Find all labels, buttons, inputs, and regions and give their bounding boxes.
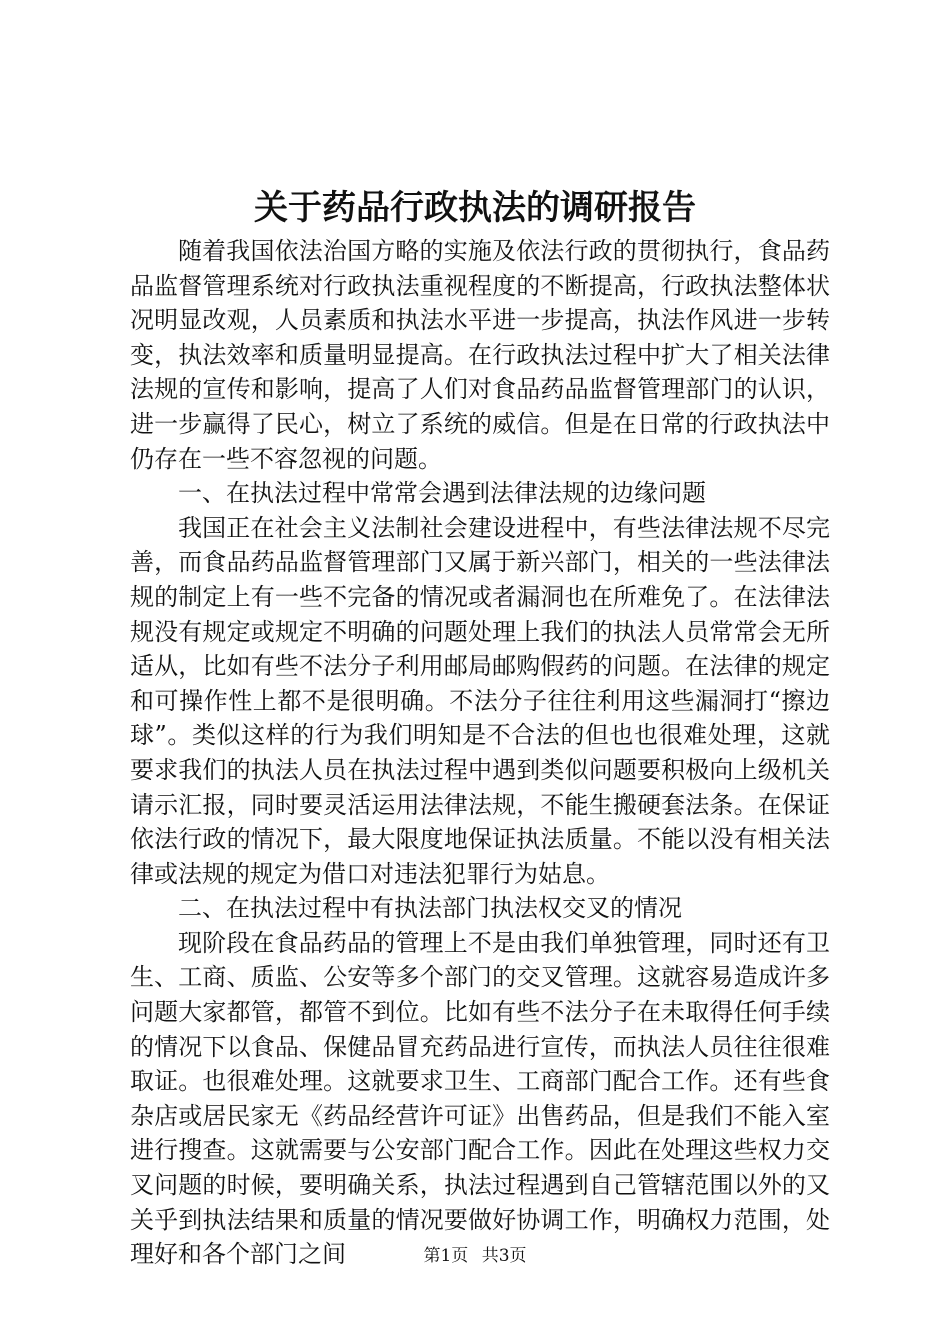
page-footer xyxy=(0,1244,950,1268)
section-1-paragraph: 我国正在社会主义法制社会建设进程中，有些法律法规不尽完善，而食品药品监督管理部门又属于新兴部门，相关的一些法律法规的制定上有一些不完备的情况或者漏洞也在所难免了。在法律法规没有规定或规定不明确的问题处理上我们的执法人员常常会无所适从，比如有些不法分子利用邮局邮购假药的问题。在法律的规定和可操作性上都不是很明确。不法分子往往利用这些漏洞打“擦边球”。类似这样的行为我们明知是不合法的但也也很难处理，这就要求我们的执法人员在执法过程中遇到类似问题要积极向上级机关请示汇报，同时要灵活运用法律法规，不能生搬硬套法条。在保证依法行政的情况下，最大限度地保证执法质量。不能以没有相关法律或法规的规定为借口对违法犯罪行为姑息。 xyxy=(130,513,830,888)
section-2-paragraph: 现阶段在食品药品的管理上不是由我们单独管理，同时还有卫生、工商、质监、公安等多个部门的交叉管理。这就容易造成许多问题大家都管，都管不到位。比如有些不法分子在未取得任何手续的情况下以食品、保健品冒充药品进行宣传，而执法人员往往很难取证。也很难处理。这就要求卫生、工商部门配合工作。还有些食杂店或居民家无《药品经营许可证》出售药品，但是我们不能入室进行搜查。这就需要与公安部门配合工作。因此在处理这些权力交叉问题的时候，要明确关系，执法过程遇到自己管辖范围以外的又关乎到执法结果和质量的情况要做好协调工作，明确权力范围，处理好和各个部门之间 xyxy=(130,928,830,1269)
page-number: 第1页 xyxy=(423,1246,469,1266)
intro-paragraph: 随着我国依法治国方略的实施及依法行政的贯彻执行，食品药品监督管理系统对行政执法重视程度的不断提高，行政执法整体状况明显改观，人员素质和执法水平进一步提高，执法作风进一步转变，执法效率和质量明显提高。在行政执法过程中扩大了相关法律法规的宣传和影响，提高了人们对食品药品监督管理部门的认识，进一步赢得了民心，树立了系统的威信。但是在日常的行政执法中仍存在一些不容忽视的问题。 xyxy=(130,237,830,473)
section-heading-2: 二、在执法过程中有执法部门执法权交叉的情况 xyxy=(178,894,682,923)
document-body xyxy=(130,234,830,1272)
page-total: 共3页 xyxy=(481,1246,527,1266)
section-heading-1: 一、在执法过程中常常会遇到法律法规的边缘问题 xyxy=(178,479,706,508)
document-title: 关于药品行政执法的调研报告 xyxy=(254,188,696,228)
